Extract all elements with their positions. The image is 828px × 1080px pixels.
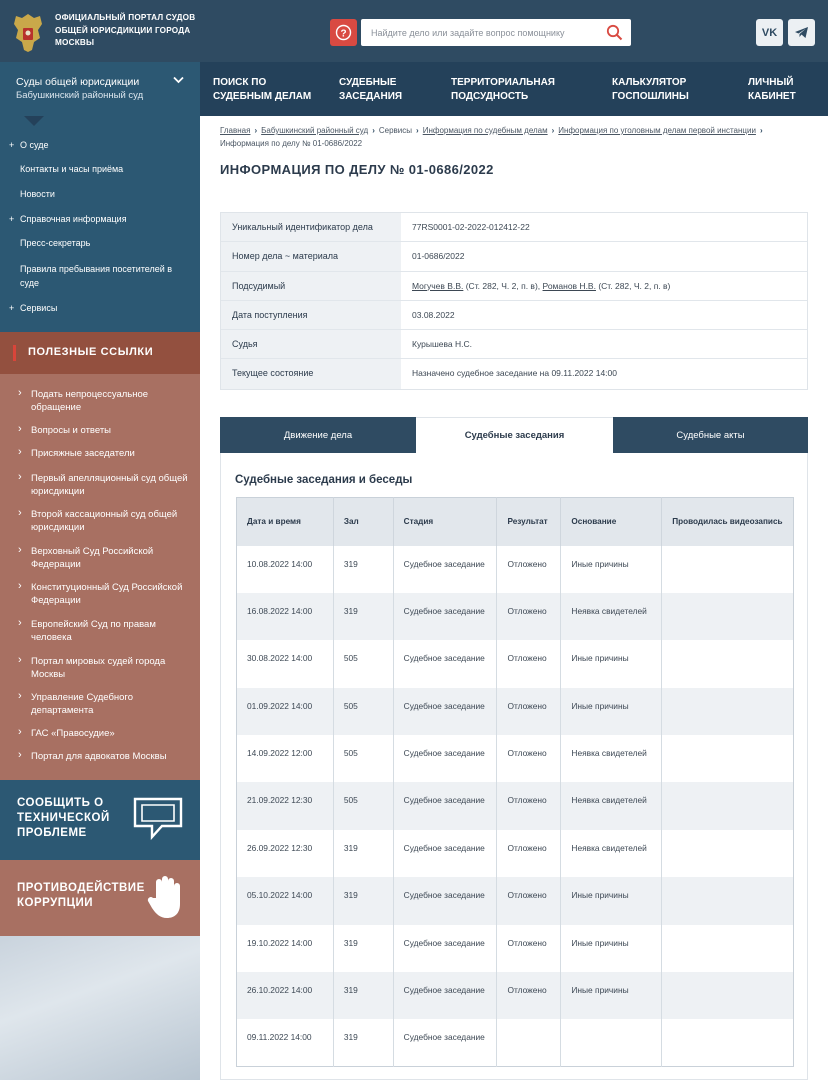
table-cell bbox=[662, 640, 794, 687]
sidebar-menu bbox=[0, 116, 200, 332]
table-cell: Судебное заседание bbox=[393, 546, 497, 593]
table-cell: Неявка свидетелей bbox=[561, 735, 662, 782]
table-cell: Отложено bbox=[497, 593, 561, 640]
column-header: Результат bbox=[497, 498, 561, 546]
table-cell: 21.09.2022 12:30 bbox=[237, 782, 334, 829]
nav-territorial-jurisdiction[interactable]: ТЕРРИТОРИАЛЬНАЯ ПОДСУДНОСТЬ bbox=[451, 77, 555, 102]
table-cell: 16.08.2022 14:00 bbox=[237, 593, 334, 640]
table-cell: 319 bbox=[333, 593, 393, 640]
sidebar-item-about[interactable]: + О суде bbox=[20, 138, 48, 152]
sidebar-item-press[interactable]: Пресс-секретарь bbox=[20, 238, 91, 248]
table-cell: Судебное заседание bbox=[393, 925, 497, 972]
table-row bbox=[237, 593, 794, 640]
useful-links-title: ПОЛЕЗНЫЕ ССЫЛКИ bbox=[28, 346, 154, 358]
useful-link[interactable]: › Европейский Суд по правам человека bbox=[31, 618, 191, 644]
report-problem-label: СООБЩИТЬ О ТЕХНИЧЕСКОЙ ПРОБЛЕМЕ bbox=[17, 797, 110, 839]
search-input[interactable] bbox=[361, 19, 591, 46]
useful-link[interactable]: › Конституционный Суд Российской Федерации bbox=[31, 581, 191, 607]
table-cell: Отложено bbox=[497, 735, 561, 782]
table-cell bbox=[662, 735, 794, 782]
stop-hand-icon bbox=[146, 874, 186, 920]
defendant-value bbox=[401, 272, 807, 300]
judge-value: Курышева Н.С. bbox=[412, 339, 472, 350]
table-cell: Отложено bbox=[497, 546, 561, 593]
nav-case-search[interactable]: ПОИСК ПО СУДЕБНЫМ ДЕЛАМ bbox=[213, 77, 312, 102]
table-cell: 19.10.2022 14:00 bbox=[237, 925, 334, 972]
sessions-table bbox=[236, 497, 794, 1067]
table-cell: Судебное заседание bbox=[393, 830, 497, 877]
nav-court-sessions[interactable]: СУДЕБНЫЕ ЗАСЕДАНИЯ bbox=[339, 77, 403, 102]
table-cell: Отложено bbox=[497, 972, 561, 1019]
sidebar-item-rules[interactable]: Правила пребывания посетителей в суде bbox=[20, 264, 173, 288]
status-label: Текущее состояние bbox=[221, 359, 401, 388]
sidebar-item-contacts[interactable]: Контакты и часы приёма bbox=[20, 164, 124, 174]
table-cell: Судебное заседание bbox=[393, 877, 497, 924]
nav-notch bbox=[24, 116, 44, 126]
received-value: 03.08.2022 bbox=[412, 309, 455, 320]
table-cell: Отложено bbox=[497, 782, 561, 829]
table-cell: Иные причины bbox=[561, 877, 662, 924]
chevron-right-icon: › bbox=[759, 126, 763, 135]
accent-bar bbox=[13, 345, 16, 361]
table-cell: 505 bbox=[333, 782, 393, 829]
table-row bbox=[237, 688, 794, 735]
search-box bbox=[361, 19, 631, 46]
table-cell: Отложено bbox=[497, 640, 561, 687]
sessions-title: Судебные заседания и беседы bbox=[235, 474, 413, 486]
sessions-body bbox=[237, 546, 794, 1067]
table-cell: Иные причины bbox=[561, 972, 662, 1019]
sidebar-item-news[interactable]: Новости bbox=[20, 189, 55, 199]
nav-personal-account[interactable]: ЛИЧНЫЙ КАБИНЕТ bbox=[748, 77, 796, 102]
defendant-article: (Ст. 282, Ч. 2, п. в), bbox=[463, 280, 541, 291]
sessions-panel bbox=[220, 453, 808, 1080]
chevron-right-icon: › bbox=[372, 126, 375, 135]
table-row bbox=[237, 782, 794, 829]
court-name: Бабушкинский районный суд bbox=[16, 90, 144, 101]
main-nav bbox=[0, 62, 828, 116]
table-cell: 505 bbox=[333, 735, 393, 782]
useful-links-list bbox=[0, 374, 200, 780]
table-cell: 10.08.2022 14:00 bbox=[237, 546, 334, 593]
sidebar-item-reference[interactable]: + Справочная информация bbox=[20, 212, 127, 226]
table-cell: 505 bbox=[333, 688, 393, 735]
table-cell: 505 bbox=[333, 640, 393, 687]
info-row bbox=[221, 213, 807, 242]
table-cell bbox=[662, 546, 794, 593]
useful-link[interactable]: › Управление Судебного департамента bbox=[31, 691, 191, 717]
breadcrumb-link[interactable]: Главная bbox=[220, 126, 251, 135]
coat-of-arms-icon[interactable] bbox=[10, 12, 46, 54]
table-cell: 01.09.2022 14:00 bbox=[237, 688, 334, 735]
info-row bbox=[221, 242, 807, 271]
received-label: Дата поступления bbox=[221, 301, 401, 329]
table-cell: 319 bbox=[333, 877, 393, 924]
column-header: Дата и время bbox=[237, 498, 334, 546]
tab-court-acts[interactable]: Судебные акты bbox=[613, 417, 808, 453]
number-value: 01-0686/2022 bbox=[412, 251, 465, 262]
table-cell: 319 bbox=[333, 925, 393, 972]
table-cell bbox=[561, 1019, 662, 1066]
table-cell: Судебное заседание bbox=[393, 782, 497, 829]
info-row bbox=[221, 359, 807, 388]
table-row bbox=[237, 877, 794, 924]
uid-label: Уникальный идентификатор дела bbox=[221, 213, 401, 241]
assistant-button[interactable] bbox=[330, 19, 357, 46]
table-cell: 14.09.2022 12:00 bbox=[237, 735, 334, 782]
table-row bbox=[237, 830, 794, 877]
court-selector[interactable] bbox=[0, 62, 200, 116]
nav-fee-calculator[interactable]: КАЛЬКУЛЯТОР ГОСПОШЛИНЫ bbox=[612, 77, 689, 102]
defendant-article: (Ст. 282, Ч. 2, п. в) bbox=[595, 280, 671, 291]
table-cell: 05.10.2022 14:00 bbox=[237, 877, 334, 924]
table-cell: 09.11.2022 14:00 bbox=[237, 1019, 334, 1066]
telegram-button[interactable] bbox=[788, 19, 815, 46]
table-cell: Судебное заседание bbox=[393, 735, 497, 782]
table-cell bbox=[662, 782, 794, 829]
useful-link[interactable]: › Портал для адвокатов Москвы bbox=[31, 750, 191, 763]
table-cell: Судебное заседание bbox=[393, 1019, 497, 1066]
table-cell: Судебное заседание bbox=[393, 640, 497, 687]
table-cell: Иные причины bbox=[561, 546, 662, 593]
case-info-table bbox=[220, 212, 808, 390]
table-cell: 319 bbox=[333, 546, 393, 593]
number-label: Номер дела ~ материала bbox=[221, 242, 401, 270]
vk-icon: VK bbox=[761, 26, 778, 39]
breadcrumb-text: Сервисы bbox=[378, 126, 413, 135]
table-cell: Отложено bbox=[497, 877, 561, 924]
table-cell: 319 bbox=[333, 1019, 393, 1066]
column-header: Проводилась видеозапись bbox=[662, 498, 794, 546]
status-value: Назначено судебное заседание на 09.11.2022 14:00 bbox=[412, 368, 617, 379]
table-cell: 319 bbox=[333, 972, 393, 1019]
defendant-link[interactable]: Могучев В.В. bbox=[412, 280, 464, 291]
useful-link[interactable]: › Второй кассационный суд общей юрисдикции bbox=[31, 508, 191, 534]
table-cell: Отложено bbox=[497, 830, 561, 877]
chevron-down-icon bbox=[173, 76, 184, 84]
table-cell bbox=[662, 972, 794, 1019]
table-cell: 26.09.2022 12:30 bbox=[237, 830, 334, 877]
table-header-row bbox=[237, 498, 794, 546]
report-problem-banner[interactable] bbox=[0, 780, 200, 860]
table-cell bbox=[497, 1019, 561, 1066]
defendant-label: Подсудимый bbox=[221, 272, 401, 300]
vk-button[interactable] bbox=[756, 19, 783, 46]
table-row bbox=[237, 640, 794, 687]
table-row bbox=[237, 735, 794, 782]
page-title: ИНФОРМАЦИЯ ПО ДЕЛУ № 01-0686/2022 bbox=[220, 162, 494, 177]
table-cell: 319 bbox=[333, 830, 393, 877]
tab-case-movement[interactable]: Движение дела bbox=[220, 417, 416, 453]
breadcrumb-current: Информация по делу № 01-0686/2022 bbox=[220, 139, 363, 148]
useful-link[interactable]: › Вопросы и ответы bbox=[31, 424, 191, 437]
table-cell: Иные причины bbox=[561, 925, 662, 972]
table-cell: Отложено bbox=[497, 688, 561, 735]
table-cell: Неявка свидетелей bbox=[561, 830, 662, 877]
table-cell bbox=[662, 1019, 794, 1066]
case-tabs bbox=[220, 417, 808, 453]
main-content bbox=[200, 116, 828, 1080]
table-cell: Судебное заседание bbox=[393, 972, 497, 1019]
breadcrumb-link[interactable]: Информация по судебным делам bbox=[422, 126, 548, 135]
table-cell bbox=[662, 830, 794, 877]
breadcrumb-link[interactable]: Информация по уголовным делам первой инстанции bbox=[558, 126, 756, 135]
anti-corruption-banner[interactable] bbox=[0, 860, 200, 936]
table-row bbox=[237, 925, 794, 972]
tab-court-sessions[interactable]: Судебные заседания bbox=[416, 417, 613, 453]
info-row bbox=[221, 301, 807, 330]
table-cell: Иные причины bbox=[561, 640, 662, 687]
sidebar-item-services[interactable]: + Сервисы bbox=[20, 301, 57, 315]
chevron-right-icon: › bbox=[416, 126, 419, 135]
useful-link[interactable]: › Верховный Суд Российской Федерации bbox=[31, 545, 191, 571]
chevron-right-icon: › bbox=[551, 126, 555, 135]
table-cell bbox=[662, 925, 794, 972]
column-header: Стадия bbox=[393, 498, 497, 546]
useful-link[interactable]: › ГАС «Правосудие» bbox=[31, 727, 191, 740]
table-cell: 26.10.2022 14:00 bbox=[237, 972, 334, 1019]
useful-link[interactable]: › Подать непроцессуальное обращение bbox=[31, 388, 191, 414]
breadcrumb bbox=[220, 124, 810, 150]
top-header bbox=[0, 0, 828, 62]
table-cell: Судебное заседание bbox=[393, 593, 497, 640]
breadcrumb-link[interactable]: Бабушкинский районный суд bbox=[261, 126, 369, 135]
useful-links-header bbox=[0, 332, 200, 374]
judge-label: Судья bbox=[221, 330, 401, 358]
info-row bbox=[221, 330, 807, 359]
question-icon bbox=[335, 24, 352, 41]
column-header: Зал bbox=[333, 498, 393, 546]
table-row bbox=[237, 972, 794, 1019]
table-row bbox=[237, 1019, 794, 1066]
column-header: Основание bbox=[561, 498, 662, 546]
table-row bbox=[237, 546, 794, 593]
defendant-link[interactable]: Романов Н.В. bbox=[542, 280, 596, 291]
table-cell: Неявка свидетелей bbox=[561, 782, 662, 829]
table-cell: 30.08.2022 14:00 bbox=[237, 640, 334, 687]
search-icon[interactable] bbox=[606, 24, 623, 41]
chat-bubble-icon bbox=[132, 796, 184, 840]
table-cell: Иные причины bbox=[561, 688, 662, 735]
table-cell bbox=[662, 877, 794, 924]
decorative-background bbox=[0, 936, 200, 1080]
telegram-icon bbox=[794, 26, 809, 39]
table-cell bbox=[662, 688, 794, 735]
court-selector-label: Суды общей юрисдикции bbox=[16, 76, 140, 88]
table-cell: Судебное заседание bbox=[393, 688, 497, 735]
anti-corruption-label: ПРОТИВОДЕЙСТВИЕ КОРРУПЦИИ bbox=[17, 882, 145, 909]
portal-title[interactable]: ОФИЦИАЛЬНЫЙ ПОРТАЛ СУДОВ ОБЩЕЙ ЮРИСДИКЦИИ ГОРОДА МОСКВЫ bbox=[55, 13, 196, 47]
info-row bbox=[221, 272, 807, 301]
chevron-right-icon: › bbox=[254, 126, 258, 135]
uid-value: 77RS0001-02-2022-012412-22 bbox=[412, 222, 530, 232]
table-cell: Неявка свидетелей bbox=[561, 593, 662, 640]
svg-text:?: ? bbox=[340, 28, 347, 40]
table-cell: Отложено bbox=[497, 925, 561, 972]
useful-link[interactable]: › Присяжные заседатели bbox=[31, 447, 191, 460]
table-cell bbox=[662, 593, 794, 640]
useful-link[interactable]: › Портал мировых судей города Москвы bbox=[31, 655, 191, 681]
useful-link[interactable]: › Первый апелляционный суд общей юрисдикции bbox=[31, 472, 191, 498]
